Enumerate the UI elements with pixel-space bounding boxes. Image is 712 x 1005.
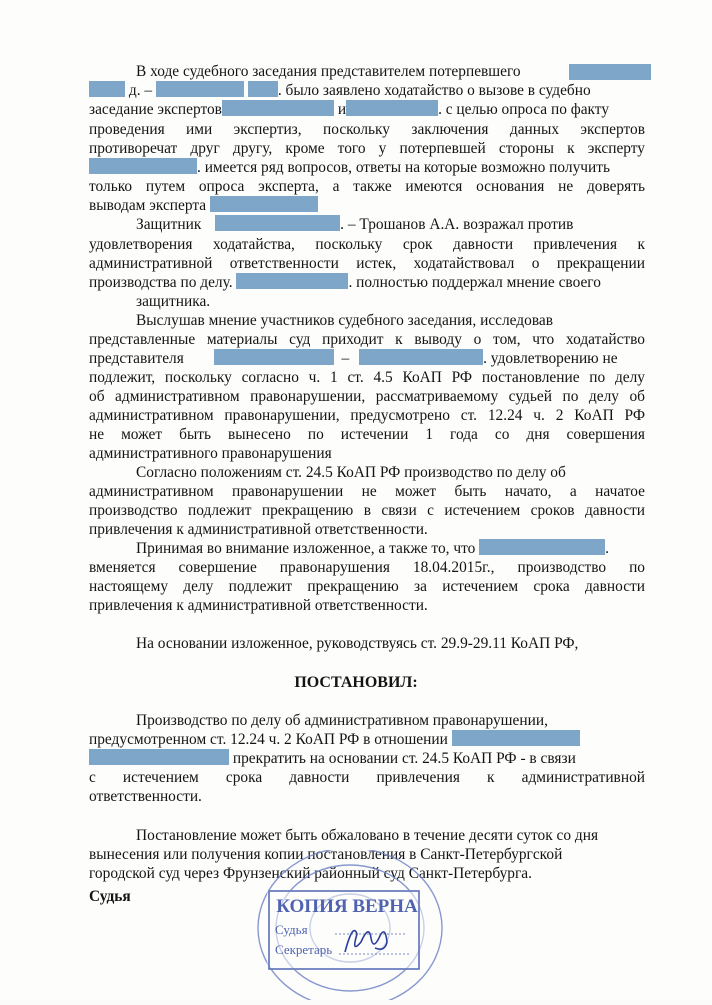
p1-line-2: д. – . было заявлено ходатайство о вызове в судебно: [89, 81, 645, 100]
redaction: [479, 539, 605, 555]
copy-stamp: [247, 850, 453, 1000]
p2-line-5: защитника.: [136, 293, 211, 310]
p2-line-3: административной ответственности истек, ходатайствовал о прекращении: [89, 255, 645, 272]
p3-line-3: представителя – . удовлетворению не: [89, 350, 618, 367]
p2-line-1: Защитник . – Трошанов А.А. возражал против: [136, 216, 574, 233]
redaction: [89, 749, 229, 765]
p3-line-2: представленные материалы суд приходит к выводу о том, что ходатайство: [89, 331, 645, 348]
p1-line-1: В ходе судебного заседания представителем потерпевшего: [136, 63, 521, 80]
redaction: [215, 215, 340, 231]
stamp-graphic: [247, 850, 453, 1000]
p7-line-2: предусмотренном ст. 12.24 ч. 2 КоАП РФ в отношении: [89, 730, 645, 749]
p6-line: На основании изложенное, руководствуясь ст. 29.9-29.11 КоАП РФ,: [136, 635, 579, 652]
p1-line-4: проведения ими экспертиз, поскольку заключения данных экспертов: [89, 121, 645, 138]
redaction: [248, 81, 278, 97]
p3-line-7: не может быть вынесено по истечении 1 года со дня совершения: [89, 426, 645, 443]
p3-line-1: Выслушав мнение участников судебного заседания, исследовав: [136, 312, 553, 329]
stamp-judge: Судья: [275, 922, 308, 937]
redaction: [89, 158, 197, 174]
p5-line-4: привлечения к административной ответственности.: [89, 597, 428, 614]
stamp-secretary: Секретарь: [275, 942, 333, 957]
p3-line-4: подлежит, поскольку согласно ч. 1 ст. 4.5 КоАП РФ постановление по делу: [89, 369, 645, 386]
p3-line-5: об административном правонарушении, рассматриваемому судьей по делу об: [89, 388, 645, 405]
p3-line-6: административном правонарушении, предусмотрено ст. 12.24 ч. 2 КоАП РФ: [89, 407, 645, 424]
p2-line-4: производства по делу. . полностью поддержал мнение своего: [89, 274, 601, 291]
p5-line-2: вменяется совершение правонарушения 18.04.2015г., производство по: [89, 559, 645, 576]
p1-line-7: только путем опроса эксперта, а также имеются основания не доверять: [89, 178, 645, 195]
p4-line-1: Согласно положениям ст. 24.5 КоАП РФ производство по делу об: [136, 464, 566, 481]
p8-line-2: вынесения или получения копии постановления в Санкт-Петербургской: [89, 846, 563, 863]
p2-line-2: удовлетворения ходатайства, поскольку срок давности привлечения к: [89, 236, 645, 253]
p5-line-3: настоящему делу подлежит прекращению за истечением срока давности: [89, 578, 645, 595]
redaction: [210, 196, 318, 212]
p4-line-3: производство подлежит прекращению в связи с истечением сроков давности: [89, 502, 645, 519]
decision-heading: ПОСТАНОВИЛ:: [294, 674, 418, 691]
p3-line-8: административного правонарушения: [89, 445, 332, 462]
p4-line-2: административном правонарушении не может быть начато, а начатое: [89, 483, 645, 500]
redaction: [346, 100, 438, 116]
p7-line-5: ответственности.: [89, 788, 202, 805]
p7-line-4: с истечением срока давности привлечения к административной: [89, 769, 645, 786]
redaction: [156, 81, 244, 97]
p8-line-1: Постановление может быть обжаловано в течение десяти суток со дня: [136, 827, 599, 844]
judge-label: Судья: [89, 888, 131, 905]
stamp-title: КОПИЯ ВЕРНА: [276, 896, 418, 917]
redaction: [236, 273, 348, 289]
p7-line-1: Производство по делу об административном правонарушении,: [136, 712, 548, 729]
redaction: [222, 100, 334, 116]
redaction: [89, 81, 125, 97]
p5-line-1: Принимая во внимание изложенное, а также то, что .: [136, 540, 610, 557]
redaction: [359, 349, 483, 365]
redaction: [452, 730, 580, 746]
p1-line-5: противоречат друг другу, кроме того у потерпевшей стороны к эксперту: [89, 140, 645, 157]
p1-line-6: . имеется ряд вопросов, ответы на которые возможно получить: [89, 158, 645, 177]
redaction: [214, 349, 334, 365]
p1-line-8: выводам эксперта: [89, 196, 645, 215]
p1-line-3: заседание экспертов и . с целью опроса по факту: [89, 101, 610, 118]
p8-line-3: городской суд через Фрунзенский районный суд Санкт-Петербурга.: [89, 865, 532, 882]
p7-line-3: прекратить на основании ст. 24.5 КоАП РФ - в связи: [89, 749, 645, 768]
redaction: [569, 64, 651, 80]
p4-line-4: привлечения к административной ответственности.: [89, 521, 428, 538]
